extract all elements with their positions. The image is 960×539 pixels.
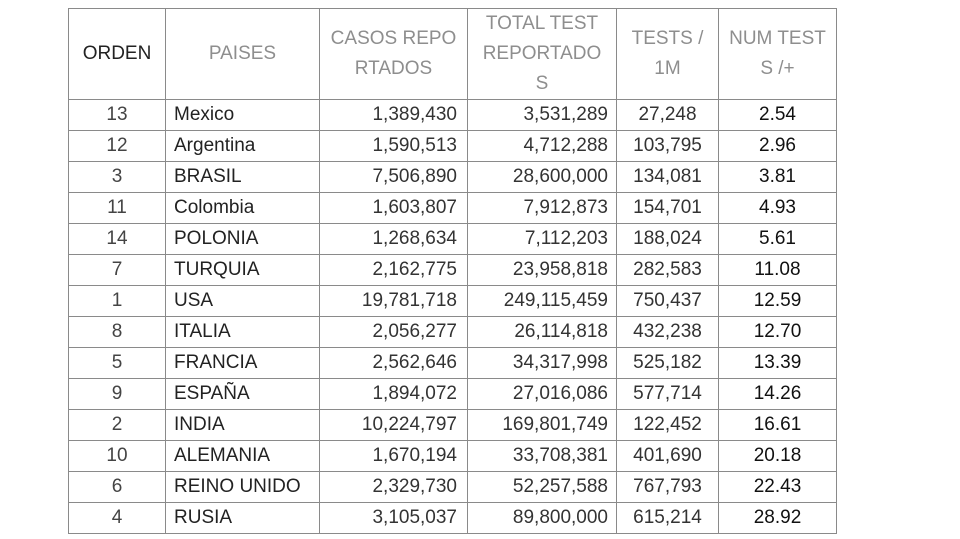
cell-casos: 2,562,646: [320, 348, 468, 379]
cell-tests-1m: 767,793: [617, 472, 719, 503]
cell-total-test: 27,016,086: [468, 379, 617, 410]
cell-pais: Colombia: [166, 193, 320, 224]
cell-num-tests: 2.96: [719, 131, 837, 162]
table-body: [69, 100, 837, 534]
cell-num-tests: 14.26: [719, 379, 837, 410]
cell-tests-1m: 27,248: [617, 100, 719, 131]
cell-casos: 1,590,513: [320, 131, 468, 162]
cell-pais: ESPAÑA: [166, 379, 320, 410]
cell-num-tests: 22.43: [719, 472, 837, 503]
cell-total-test: 23,958,818: [468, 255, 617, 286]
cell-num-tests: 3.81: [719, 162, 837, 193]
cell-orden: 4: [69, 503, 166, 534]
cell-total-test: 3,531,289: [468, 100, 617, 131]
cell-orden: 1: [69, 286, 166, 317]
cell-pais: REINO UNIDO: [166, 472, 320, 503]
cell-tests-1m: 122,452: [617, 410, 719, 441]
header-num-tests: NUM TESTS /+: [719, 9, 837, 100]
cell-tests-1m: 432,238: [617, 317, 719, 348]
cell-pais: ITALIA: [166, 317, 320, 348]
cell-total-test: 89,800,000: [468, 503, 617, 534]
cell-casos: 19,781,718: [320, 286, 468, 317]
cell-num-tests: 5.61: [719, 224, 837, 255]
cell-total-test: 169,801,749: [468, 410, 617, 441]
cell-num-tests: 11.08: [719, 255, 837, 286]
table-row: [69, 441, 837, 472]
cell-tests-1m: 134,081: [617, 162, 719, 193]
cell-pais: ALEMANIA: [166, 441, 320, 472]
cell-orden: 6: [69, 472, 166, 503]
cell-tests-1m: 154,701: [617, 193, 719, 224]
cell-casos: 2,056,277: [320, 317, 468, 348]
cell-num-tests: 12.59: [719, 286, 837, 317]
header-casos: CASOS REPORTADOS: [320, 9, 468, 100]
header-row: [69, 9, 837, 100]
cell-total-test: 34,317,998: [468, 348, 617, 379]
cell-casos: 2,329,730: [320, 472, 468, 503]
cell-casos: 7,506,890: [320, 162, 468, 193]
table-row: [69, 131, 837, 162]
cell-total-test: 7,112,203: [468, 224, 617, 255]
covid-tests-table: [68, 8, 837, 534]
cell-total-test: 26,114,818: [468, 317, 617, 348]
cell-casos: 1,603,807: [320, 193, 468, 224]
table-row: [69, 255, 837, 286]
cell-num-tests: 4.93: [719, 193, 837, 224]
cell-pais: Argentina: [166, 131, 320, 162]
cell-casos: 1,389,430: [320, 100, 468, 131]
cell-orden: 14: [69, 224, 166, 255]
header-paises: PAISES: [166, 9, 320, 100]
cell-casos: 1,268,634: [320, 224, 468, 255]
cell-orden: 7: [69, 255, 166, 286]
cell-orden: 11: [69, 193, 166, 224]
cell-casos: 1,670,194: [320, 441, 468, 472]
table-row: [69, 379, 837, 410]
cell-total-test: 52,257,588: [468, 472, 617, 503]
cell-tests-1m: 525,182: [617, 348, 719, 379]
cell-tests-1m: 750,437: [617, 286, 719, 317]
cell-casos: 3,105,037: [320, 503, 468, 534]
cell-orden: 2: [69, 410, 166, 441]
table-row: [69, 286, 837, 317]
cell-num-tests: 2.54: [719, 100, 837, 131]
table-row: [69, 410, 837, 441]
cell-casos: 10,224,797: [320, 410, 468, 441]
table-row: [69, 162, 837, 193]
table-row: [69, 472, 837, 503]
table-row: [69, 503, 837, 534]
cell-pais: POLONIA: [166, 224, 320, 255]
header-tests-1m: TESTS / 1M: [617, 9, 719, 100]
cell-tests-1m: 577,714: [617, 379, 719, 410]
cell-orden: 10: [69, 441, 166, 472]
cell-pais: TURQUIA: [166, 255, 320, 286]
cell-num-tests: 16.61: [719, 410, 837, 441]
header-total-test: TOTAL TEST REPORTADOS: [468, 9, 617, 100]
cell-tests-1m: 282,583: [617, 255, 719, 286]
cell-pais: RUSIA: [166, 503, 320, 534]
cell-orden: 13: [69, 100, 166, 131]
cell-orden: 3: [69, 162, 166, 193]
cell-pais: Mexico: [166, 100, 320, 131]
cell-num-tests: 12.70: [719, 317, 837, 348]
cell-casos: 1,894,072: [320, 379, 468, 410]
cell-casos: 2,162,775: [320, 255, 468, 286]
cell-tests-1m: 188,024: [617, 224, 719, 255]
cell-orden: 9: [69, 379, 166, 410]
table-row: [69, 193, 837, 224]
cell-orden: 8: [69, 317, 166, 348]
cell-orden: 12: [69, 131, 166, 162]
cell-total-test: 7,912,873: [468, 193, 617, 224]
header-orden: ORDEN: [69, 9, 166, 100]
cell-pais: INDIA: [166, 410, 320, 441]
cell-total-test: 33,708,381: [468, 441, 617, 472]
cell-tests-1m: 103,795: [617, 131, 719, 162]
cell-pais: BRASIL: [166, 162, 320, 193]
cell-num-tests: 28.92: [719, 503, 837, 534]
cell-tests-1m: 401,690: [617, 441, 719, 472]
cell-num-tests: 13.39: [719, 348, 837, 379]
cell-num-tests: 20.18: [719, 441, 837, 472]
table-row: [69, 224, 837, 255]
cell-total-test: 4,712,288: [468, 131, 617, 162]
table-row: [69, 100, 837, 131]
table-row: [69, 317, 837, 348]
cell-total-test: 28,600,000: [468, 162, 617, 193]
cell-pais: FRANCIA: [166, 348, 320, 379]
cell-tests-1m: 615,214: [617, 503, 719, 534]
cell-pais: USA: [166, 286, 320, 317]
table-row: [69, 348, 837, 379]
cell-orden: 5: [69, 348, 166, 379]
cell-total-test: 249,115,459: [468, 286, 617, 317]
